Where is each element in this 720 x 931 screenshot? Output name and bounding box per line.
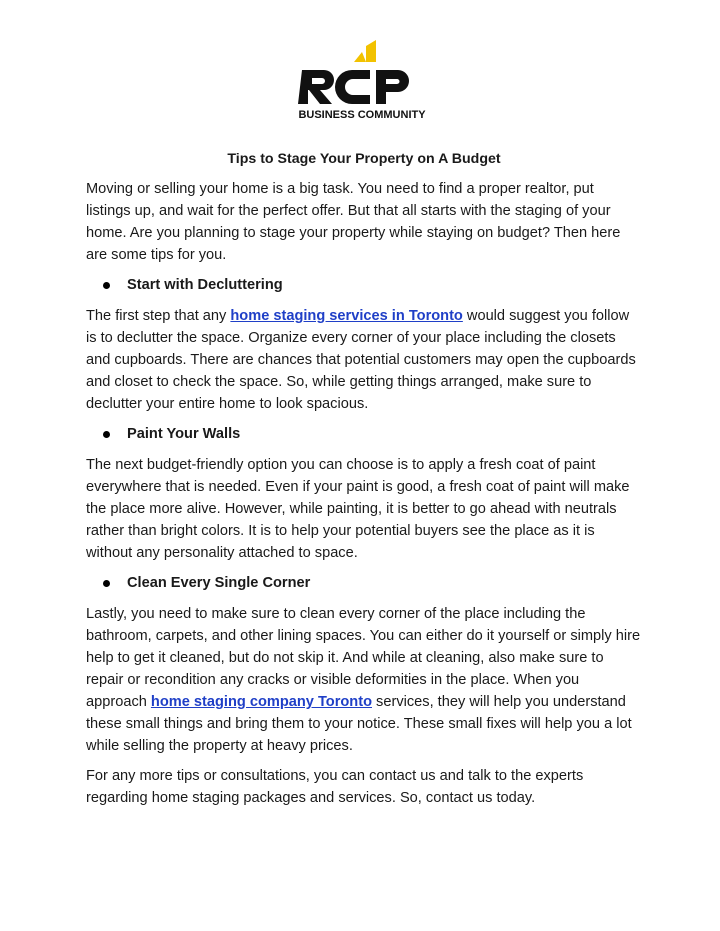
article-body (86, 148, 642, 817)
home-staging-company-link[interactable]: home staging company Toronto (150, 694, 372, 710)
paragraph-text: services, they will help you understand these small things and bring them to your notice. These small fixes will help you a lot while selling the property at heavy prices. (86, 694, 632, 754)
section-heading-text: Clean Every Single Corner (127, 575, 311, 591)
clean-paragraph (86, 603, 642, 757)
section-heading-decluttering (86, 274, 642, 296)
closing-paragraph: For any more tips or consultations, you can contact us and talk to the experts regarding home staging packages and services. So, contact us today. (86, 768, 584, 806)
intro-paragraph: Moving or selling your home is a big task. You need to find a proper realtor, put listings up, and wait for the perfect offer. But that all starts with the staging of your home. Are you planning to stage your property while staying on budget? Then here are some tips for you. (86, 181, 621, 263)
paint-paragraph: The next budget-friendly option you can choose is to apply a fresh coat of paint everywhere that is needed. Even if your paint is good, a fresh coat of paint will make the place more alive. However, while painting, it is better to go ahead with neutrals rather than bright colors. It is to help your potential buyers see the place as it is without any personality attached to space. (86, 457, 630, 561)
section-heading-text: Paint Your Walls (127, 426, 241, 442)
logo-tagline: BUSINESS COMMUNITY (298, 109, 426, 121)
home-staging-services-link[interactable]: home staging services in Toronto (230, 308, 463, 324)
section-heading-paint (86, 423, 642, 445)
section-heading-clean (86, 572, 642, 594)
paragraph-text: would suggest you follow is to declutter the space. Organize every corner of your place including the closets and cupboards. There are chances that potential customers may open the cupboards and closet to check the space. So, while getting things arranged, make sure to declutter your entire home to look spacious. (86, 308, 636, 412)
bullet-icon (103, 282, 110, 289)
rcp-logo (282, 40, 442, 122)
bullet-icon (103, 580, 110, 587)
page-title: Tips to Stage Your Property on A Budget (227, 151, 501, 167)
paragraph-text: Lastly, you need to make sure to clean every corner of the place including the bathroom, carpets, and other lining spaces. You can either do it yourself or simply hire help to get it cleaned, but do not skip it. And while at cleaning, also make sure to repair or recondition any cracks or visible deformities in the place. When you approach (86, 606, 641, 710)
bullet-icon (103, 431, 110, 438)
paragraph-text: The first step that any (86, 308, 231, 324)
section-heading-text: Start with Decluttering (127, 277, 283, 293)
decluttering-paragraph (86, 305, 642, 415)
